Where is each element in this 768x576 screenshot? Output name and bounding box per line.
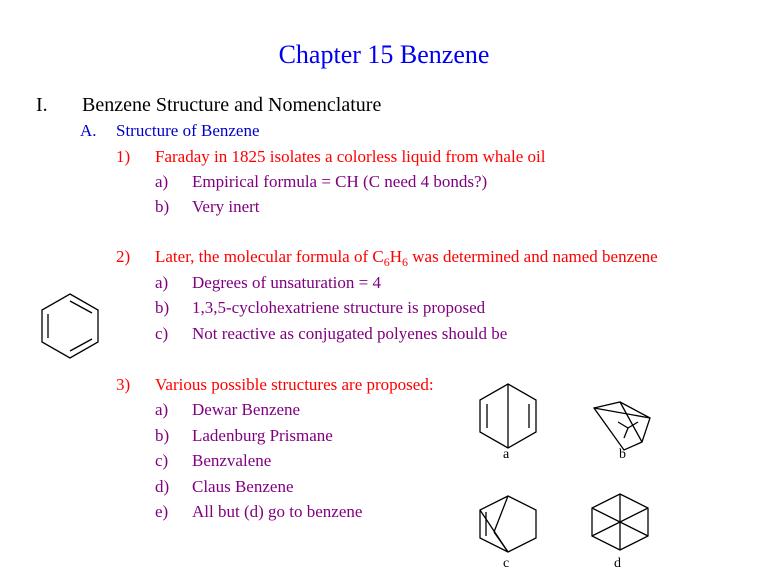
item1a-text: Empirical formula = CH (C need 4 bonds?) — [192, 172, 488, 191]
item1-text: Faraday in 1825 isolates a colorless liquid from whale oil — [155, 147, 546, 166]
item2-text: Later, the molecular formula of $C_6H_6$ was determined and named benzene — [155, 247, 658, 269]
structure-label-d: d — [614, 556, 621, 571]
item3e-text: All but (d) go to benzene — [192, 502, 363, 521]
benzvalene-structure — [476, 492, 540, 558]
structure-label-a: a — [503, 447, 510, 462]
item3b-marker: b) — [155, 426, 170, 445]
item3-marker: 3) — [116, 375, 131, 394]
item3e-marker: e) — [155, 502, 169, 521]
item2a-text: Degrees of unsaturation = 4 — [192, 273, 381, 292]
hexagon-ring — [42, 294, 98, 358]
claus-benzene-structure — [588, 490, 652, 556]
item2c-marker: c) — [155, 324, 169, 343]
item2-marker: 2) — [116, 247, 131, 266]
item3c-text: Benzvalene — [192, 451, 272, 470]
dewar-benzene-structure — [476, 380, 540, 452]
subsection-heading: Structure of Benzene — [116, 121, 260, 140]
item2c-text: Not reactive as conjugated polyenes should be — [192, 324, 508, 343]
double-bond-1 — [70, 301, 92, 313]
item3c-marker: c) — [155, 451, 169, 470]
cyclohexatriene-structure — [38, 290, 102, 362]
subsection-marker: A. — [80, 121, 97, 140]
item2b-marker: b) — [155, 298, 170, 317]
structure-label-b: b — [619, 447, 626, 462]
item3-text: Various possible structures are proposed: — [155, 375, 434, 394]
item3b-text: Ladenburg Prismane — [192, 426, 333, 445]
item2b-text: 1,3,5-cyclohexatriene structure is proposed — [192, 298, 486, 317]
item1b-text: Very inert — [192, 197, 260, 216]
section-heading: Benzene Structure and Nomenclature — [82, 94, 382, 116]
page-title: Chapter 15 Benzene — [278, 40, 490, 69]
structure-label-c: c — [503, 556, 510, 571]
item3a-marker: a) — [155, 400, 169, 419]
section-marker: I. — [36, 94, 48, 116]
item3d-marker: d) — [155, 477, 170, 496]
item2a-marker: a) — [155, 273, 169, 292]
item1-marker: 1) — [116, 147, 131, 166]
double-bond-2 — [70, 339, 92, 351]
item1b-marker: b) — [155, 197, 170, 216]
item3a-text: Dewar Benzene — [192, 400, 301, 419]
item3d-text: Claus Benzene — [192, 477, 294, 496]
item1a-marker: a) — [155, 172, 169, 191]
